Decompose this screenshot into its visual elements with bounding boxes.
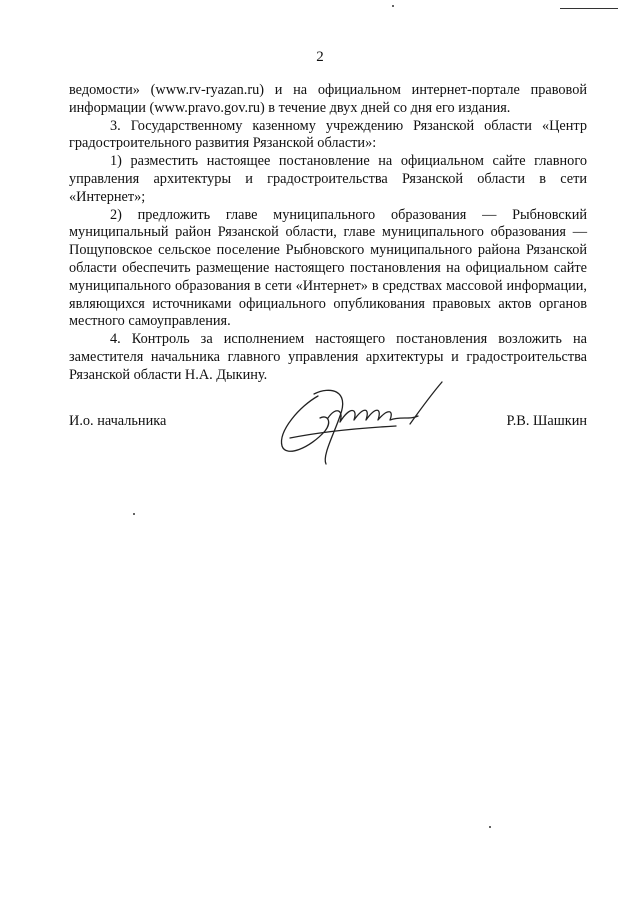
header-rule xyxy=(560,8,618,9)
scan-speck xyxy=(133,513,135,515)
paragraph-item-4: 4. Контроль за исполнением настоящего постановления возложить на заместителя начальника главного управления архитектуры и градостроительства Рязанской области Н.А. Дыкину. xyxy=(69,331,587,383)
document-body xyxy=(69,82,587,385)
paragraph-subitem-1: 1) разместить настоящее постановление на официальном сайте главного управления архитектуры и градостроительства Рязанской области в сети «Интернет»; xyxy=(69,153,587,205)
handwritten-signature-icon xyxy=(270,376,450,471)
scan-speck xyxy=(489,826,491,828)
scan-speck xyxy=(392,5,394,7)
paragraph-continuation: ведомости» (www.rv-ryazan.ru) и на официальном интернет-портале правовой информации (www.pravo.gov.ru) в течение двух дней со дня его издания. xyxy=(69,82,587,116)
signatory-name: Р.В. Шашкин xyxy=(506,413,587,429)
paragraph-item-3: 3. Государственному казенному учреждению Рязанской области «Центр градостроительного развития Рязанской области»: xyxy=(69,117,587,152)
paragraph-subitem-2: 2) предложить главе муниципального образования — Рыбновский муниципальный район Рязанской области, главе муниципального образования — Пощуповское сельское поселение Рыбновского муниципального района Рязанской области обеспечить размещение настоящего постановления на официальном сайте муниципального образования в сети «Интернет» в средствах массовой информации, являющихся источниками официального опубликования правовых актов органов местного самоуправления. xyxy=(69,206,587,330)
signatory-title: И.о. начальника xyxy=(69,413,167,429)
page-number: 2 xyxy=(316,49,324,65)
